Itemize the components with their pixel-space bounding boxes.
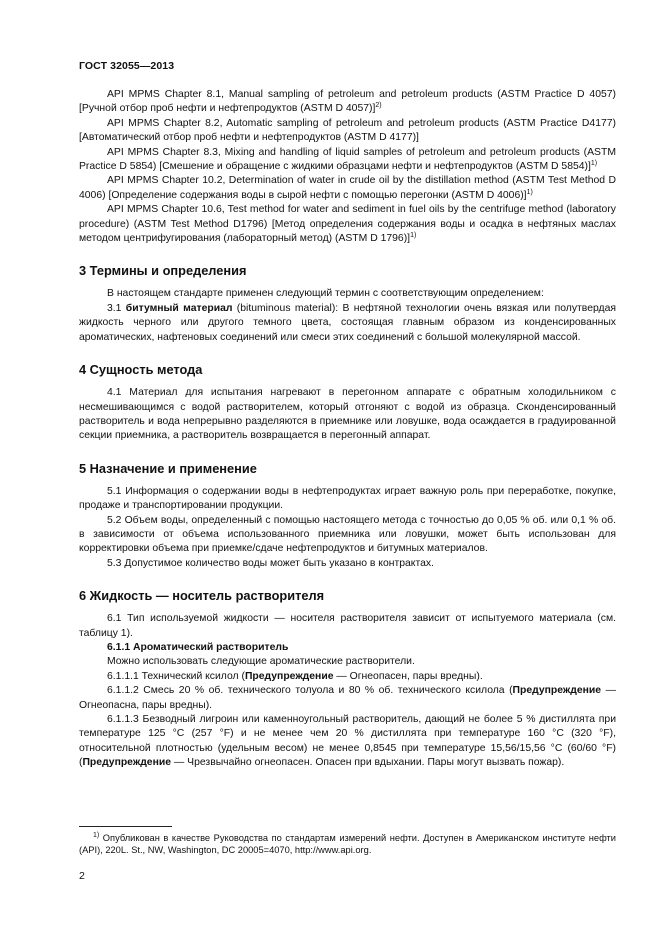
section-4-heading: 4 Сущность метода [79, 362, 203, 378]
section-3-intro: В настоящем стандарте применен следующий термин с соответствующим определением: [107, 288, 544, 300]
term-definition [79, 302, 616, 345]
reference-text: API MPMS Chapter 10.6, Test method for water and sediment in fuel oils by the centrifuge method (laboratory procedure) (ASTM Test Method D1796) [Метод определения содержания воды и осадка в нефтяных маслах методом центрифугирования (лабораторный метод) (ASTM D 1796)] [79, 204, 616, 245]
footnote-separator [79, 826, 172, 827]
reference-item [79, 88, 616, 117]
warning-label: Предупреждение [82, 757, 172, 769]
page-number: 2 [79, 870, 85, 882]
paragraph-5-2: 5.2 Объем воды, определенный с помощью настоящего метода с точностью до 0,05 % об. или 0,1 % об. в зависимости от объема использованного приемника или ловушки, может быть использован для корректировки объема при приемке/сдаче нефтепродуктов и битумных материалов. [79, 514, 616, 555]
reference-item [79, 174, 616, 203]
item-6-1-1-3: 6.1.1.3 Безводный лигроин или каменноугольный растворитель, дающий не более 5 % дистиллята при температуре 125 °C (257 °F) и не менее чем 20 % дистиллята при температуре 160 °C (320 °F), относительной плотностью (удельным весом) не менее 0,8545 при температуре 15,56/15,56 °C (60/60 °F) (Предупреждение — Чрезвычайно огнеопасен. Опасен при вдыхании. Пары могут вызвать пожар). [79, 714, 616, 769]
footnote-text: Опубликован в качестве Руководства по стандартам измерений нефти. Доступен в Американском институте нефти (API), 220L. St., NW, Washington, DC 20005=4070, http://www.api.org. [79, 833, 616, 856]
warning-label: Предупреждение [244, 670, 334, 682]
reference-item [79, 117, 616, 146]
reference-text: API MPMS Chapter 8.2, Automatic sampling of petroleum and petroleum products (ASTM Practice D4177) [Автоматический отбор проб нефти и нефтепродуктов (ASTM D 4177)] [79, 117, 616, 144]
footnote-ref[interactable]: 1) [526, 188, 533, 196]
page-content [79, 88, 616, 771]
warning-label: Предупреждение [512, 685, 602, 697]
footnote-ref[interactable]: 1) [410, 232, 417, 240]
footnote-ref[interactable]: 1) [590, 160, 598, 168]
standard-header: ГОСТ 32055—2013 [79, 60, 175, 72]
item-6-1-1-2: 6.1.1.2 Смесь 20 % об. технического толуола и 80 % об. технического ксилола (Предупреждение — Огнеопасна, пары вредны). [79, 685, 616, 711]
paragraph-5-1: 5.1 Информация о содержании воды в нефтепродуктах играет важную роль при переработке, покупке, продаже и транспортировании продукции. [79, 485, 616, 512]
reference-text: API MPMS Chapter 8.3, Mixing and handling of liquid samples of petroleum and petroleum products (ASTM Practice D 5854) [Смешение и обращение с жидкими образцами нефти и нефтепродуктов (ASTM D 5854)] [79, 146, 616, 173]
section-3-heading: 3 Термины и определения [79, 263, 247, 279]
footnote-mark: 1) [93, 832, 100, 839]
section-6-heading: 6 Жидкость — носитель растворителя [79, 588, 325, 604]
paragraph-4-1: 4.1 Материал для испытания нагревают в перегонном аппарате с обратным холодильником с несмешивающимся с водой растворителем, который отгоняют с водой из образца. Сконденсированный растворитель и вода непрерывно разделяются в приемнике или ловушке, вода осаждается в градуированной секции приемника, а растворитель возвращается в перегонный аппарат. [79, 387, 616, 442]
term-number: 3.1 [107, 302, 126, 314]
term-name: битумный материал [125, 302, 233, 314]
subsection-6-1-1-heading: 6.1.1 Ароматический растворитель [107, 641, 289, 653]
reference-text: API MPMS Chapter 10.2, Determination of water in crude oil by the distillation method (ASTM Test Method D 4006) [Определение содержания воды в сырой нефти с помощью перегонки (ASTM D 4006)] [79, 175, 616, 201]
reference-item [79, 146, 616, 175]
paragraph-5-3: 5.3 Допустимое количество воды может быть указано в контрактах. [107, 557, 434, 569]
footnote-ref[interactable]: 2) [375, 102, 382, 110]
reference-text: API MPMS Chapter 8.1, Manual sampling of petroleum and petroleum products (ASTM Practice D 4057) [Ручной отбор проб нефти и нефтепродуктов (ASTM D 4057)] [79, 89, 616, 115]
subsection-intro: Можно использовать следующие ароматические растворители. [107, 656, 415, 668]
references-list [79, 88, 616, 246]
reference-item [79, 203, 616, 246]
footnote [79, 832, 616, 857]
paragraph-6-1: 6.1 Тип используемой жидкости — носителя растворителя зависит от испытуемого материала (см. таблицу 1). [79, 613, 616, 639]
term-text: (bituminous material): В нефтяной технологии очень вязкая или полутвердая жидкость черного или другого темного цвета, состоящая главным образом из конденсированных ароматических, нафтеновых соединений или смеси этих соединений с большой молекулярной массой. [79, 302, 616, 343]
section-5-heading: 5 Назначение и применение [79, 460, 257, 476]
item-6-1-1-1: 6.1.1.1 Технический ксилол (Предупреждение — Огнеопасен, пары вредны). [107, 670, 483, 682]
